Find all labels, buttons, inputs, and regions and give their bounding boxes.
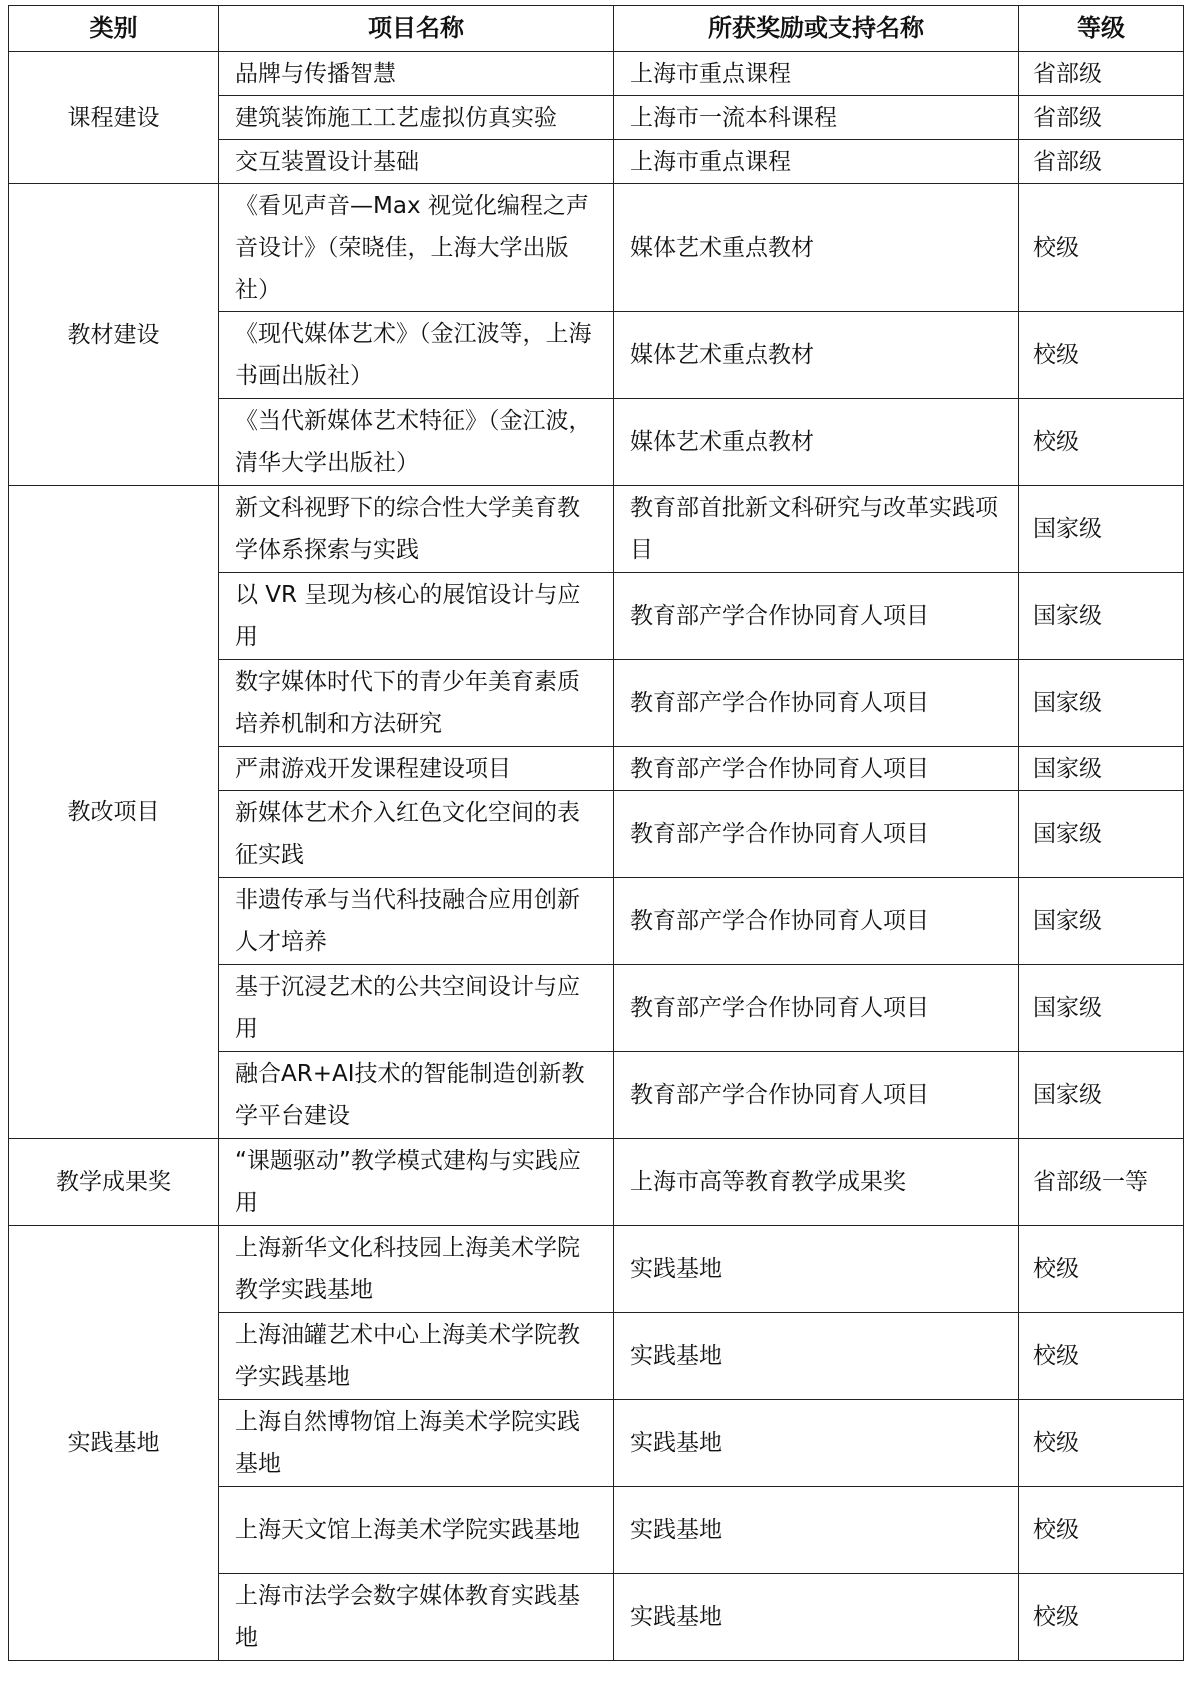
level-cell: 省部级 xyxy=(1019,96,1184,140)
level-cell: 校级 xyxy=(1019,1487,1184,1574)
header-level: 等级 xyxy=(1019,6,1184,52)
level-cell: 省部级 xyxy=(1019,52,1184,96)
award-cell: 教育部产学合作协同育人项目 xyxy=(614,747,1019,791)
project-cell: 上海市法学会数字媒体教育实践基地 xyxy=(219,1574,614,1661)
project-cell: 上海自然博物馆上海美术学院实践基地 xyxy=(219,1400,614,1487)
project-cell: 上海新华文化科技园上海美术学院教学实践基地 xyxy=(219,1226,614,1313)
project-cell: 融合AR+AI技术的智能制造创新教学平台建设 xyxy=(219,1052,614,1139)
level-cell: 国家级 xyxy=(1019,747,1184,791)
project-cell: 上海天文馆上海美术学院实践基地 xyxy=(219,1487,614,1574)
award-cell: 教育部产学合作协同育人项目 xyxy=(614,965,1019,1052)
award-cell: 实践基地 xyxy=(614,1400,1019,1487)
level-cell: 校级 xyxy=(1019,1400,1184,1487)
table-row xyxy=(9,1139,1184,1226)
level-cell: 国家级 xyxy=(1019,1052,1184,1139)
level-cell: 校级 xyxy=(1019,1574,1184,1661)
award-cell: 教育部产学合作协同育人项目 xyxy=(614,660,1019,747)
award-cell: 实践基地 xyxy=(614,1313,1019,1400)
award-cell: 上海市一流本科课程 xyxy=(614,96,1019,140)
table-row xyxy=(9,184,1184,312)
project-cell: 以 VR 呈现为核心的展馆设计与应用 xyxy=(219,573,614,660)
project-cell: 非遗传承与当代科技融合应用创新人才培养 xyxy=(219,878,614,965)
award-cell: 教育部产学合作协同育人项目 xyxy=(614,878,1019,965)
award-cell: 教育部产学合作协同育人项目 xyxy=(614,573,1019,660)
award-cell: 上海市重点课程 xyxy=(614,140,1019,184)
award-cell: 媒体艺术重点教材 xyxy=(614,312,1019,399)
level-cell: 校级 xyxy=(1019,1313,1184,1400)
level-cell: 国家级 xyxy=(1019,791,1184,878)
level-cell: 国家级 xyxy=(1019,486,1184,573)
award-cell: 实践基地 xyxy=(614,1574,1019,1661)
level-cell: 省部级 xyxy=(1019,140,1184,184)
award-cell: 教育部产学合作协同育人项目 xyxy=(614,791,1019,878)
level-cell: 国家级 xyxy=(1019,573,1184,660)
project-cell: 建筑装饰施工工艺虚拟仿真实验 xyxy=(219,96,614,140)
category-cell: 教学成果奖 xyxy=(9,1139,219,1226)
level-cell: 校级 xyxy=(1019,399,1184,486)
project-cell: 新媒体艺术介入红色文化空间的表征实践 xyxy=(219,791,614,878)
award-cell: 实践基地 xyxy=(614,1226,1019,1313)
level-cell: 国家级 xyxy=(1019,660,1184,747)
level-cell: 国家级 xyxy=(1019,965,1184,1052)
category-cell: 教材建设 xyxy=(9,184,219,486)
level-cell: 省部级一等 xyxy=(1019,1139,1184,1226)
header-project: 项目名称 xyxy=(219,6,614,52)
award-cell: 教育部首批新文科研究与改革实践项目 xyxy=(614,486,1019,573)
table-row xyxy=(9,1226,1184,1313)
project-cell: 《看见声音—Max 视觉化编程之声音设计》（荣晓佳，上海大学出版社） xyxy=(219,184,614,312)
award-cell: 上海市高等教育教学成果奖 xyxy=(614,1139,1019,1226)
level-cell: 校级 xyxy=(1019,312,1184,399)
table-row xyxy=(9,52,1184,96)
award-cell: 上海市重点课程 xyxy=(614,52,1019,96)
awards-table xyxy=(8,5,1184,1661)
project-cell: “课题驱动”教学模式建构与实践应用 xyxy=(219,1139,614,1226)
level-cell: 校级 xyxy=(1019,1226,1184,1313)
project-cell: 基于沉浸艺术的公共空间设计与应用 xyxy=(219,965,614,1052)
project-cell: 数字媒体时代下的青少年美育素质培养机制和方法研究 xyxy=(219,660,614,747)
project-cell: 上海油罐艺术中心上海美术学院教学实践基地 xyxy=(219,1313,614,1400)
level-cell: 国家级 xyxy=(1019,878,1184,965)
table-row xyxy=(9,486,1184,573)
project-cell: 品牌与传播智慧 xyxy=(219,52,614,96)
category-cell: 教改项目 xyxy=(9,486,219,1139)
project-cell: 严肃游戏开发课程建设项目 xyxy=(219,747,614,791)
level-cell: 校级 xyxy=(1019,184,1184,312)
award-cell: 媒体艺术重点教材 xyxy=(614,399,1019,486)
award-cell: 教育部产学合作协同育人项目 xyxy=(614,1052,1019,1139)
project-cell: 新文科视野下的综合性大学美育教学体系探索与实践 xyxy=(219,486,614,573)
project-cell: 交互装置设计基础 xyxy=(219,140,614,184)
category-cell: 课程建设 xyxy=(9,52,219,184)
header-row xyxy=(9,6,1184,52)
project-cell: 《当代新媒体艺术特征》（金江波，清华大学出版社） xyxy=(219,399,614,486)
header-award: 所获奖励或支持名称 xyxy=(614,6,1019,52)
header-category: 类别 xyxy=(9,6,219,52)
award-cell: 媒体艺术重点教材 xyxy=(614,184,1019,312)
project-cell: 《现代媒体艺术》（金江波等，上海书画出版社） xyxy=(219,312,614,399)
category-cell: 实践基地 xyxy=(9,1226,219,1661)
award-cell: 实践基地 xyxy=(614,1487,1019,1574)
